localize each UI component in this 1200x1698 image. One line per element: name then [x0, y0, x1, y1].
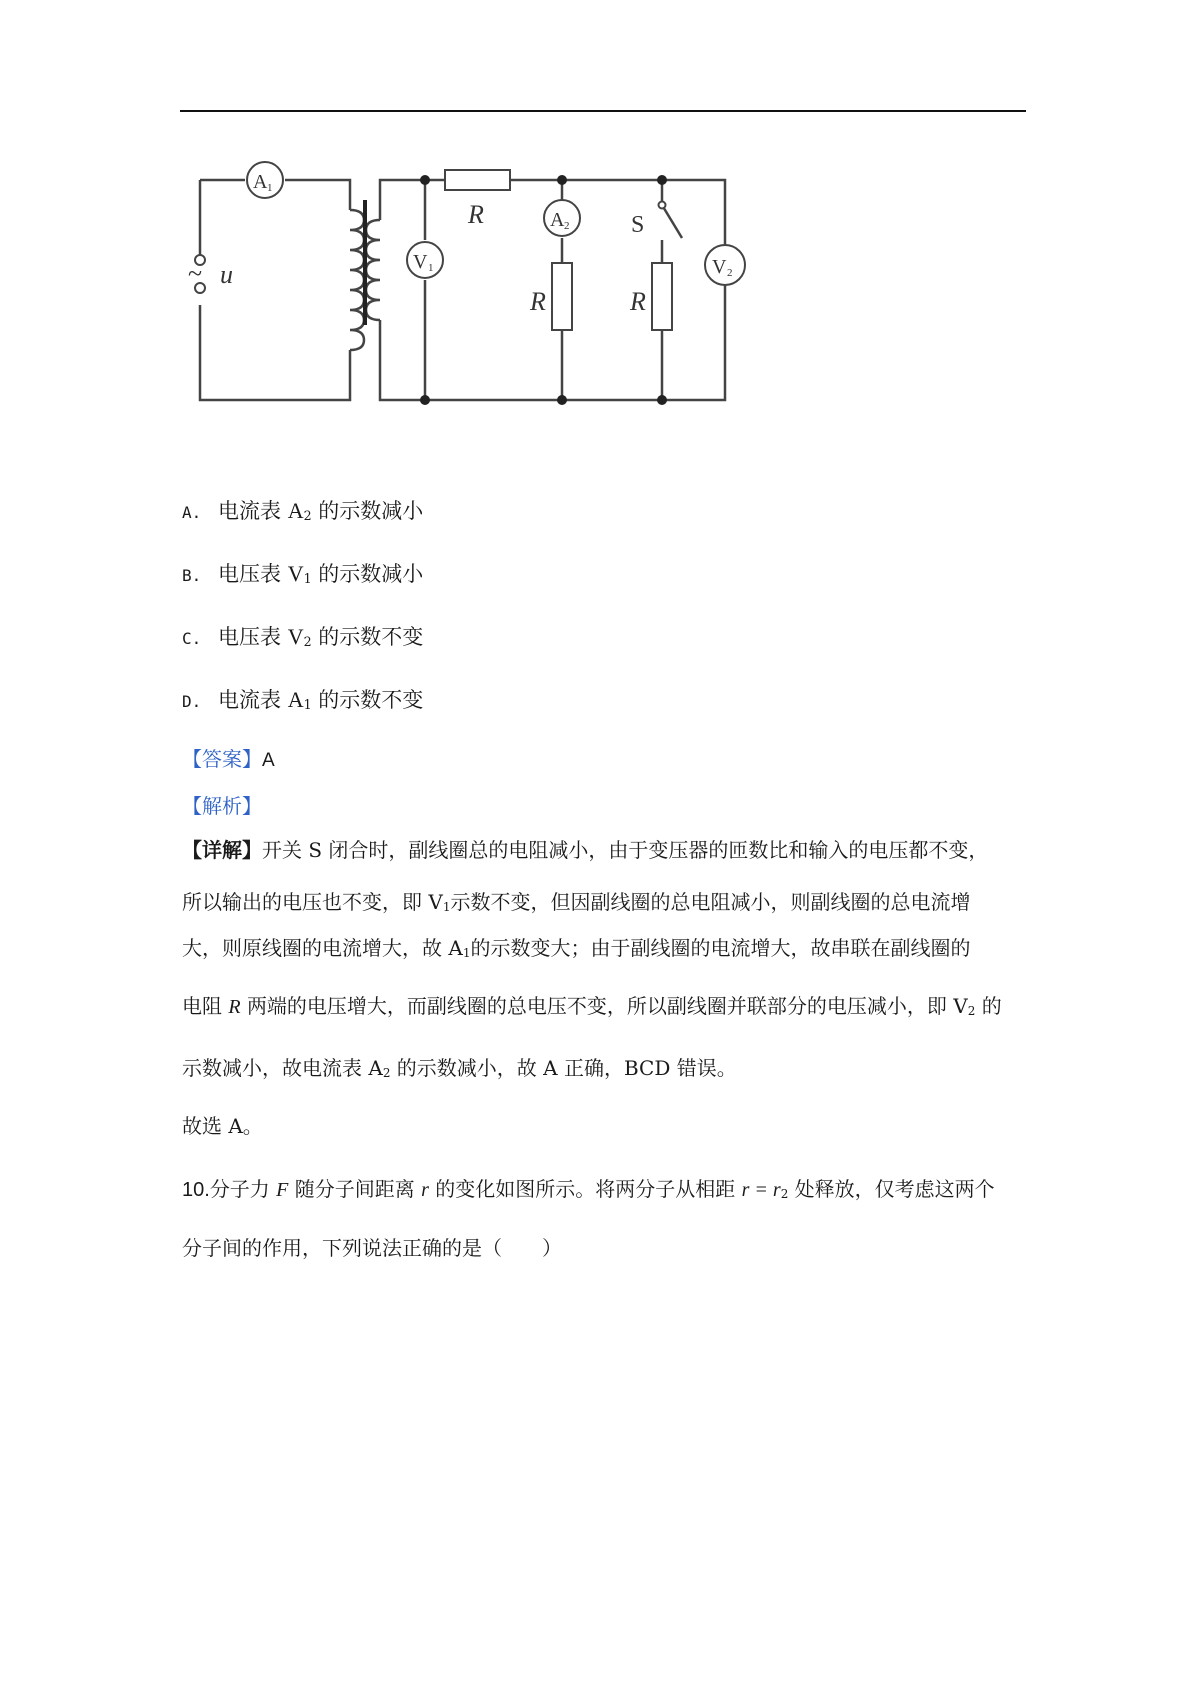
ammeter-a1-label: A [253, 171, 268, 193]
primary-bottom-wire [200, 305, 350, 400]
option-a: A. 电流表 $A_2$ 的示数减小 [182, 498, 424, 523]
switch-s [662, 205, 682, 238]
resistor-mid-label: R [530, 287, 546, 316]
primary-top-right-wire [285, 180, 350, 210]
detail-line-1: 【详解】开关 S 闭合时，副线圈总的电阻减小，由于变压器的匝数比和输入的电压都不变， [182, 838, 989, 862]
question-10-line-2: 分子间的作用，下列说法正确的是（ ） [182, 1236, 562, 1260]
detail-line-4: 电阻 R 两端的电压增大，而副线圈的总电压不变，所以副线圈并联部分的电压减小，即 $V_2$ 的 [182, 994, 1002, 1018]
resistor-right-label: R [630, 287, 646, 316]
answer-value: A [262, 750, 275, 771]
bottom-rail [425, 285, 725, 400]
source-symbol: ~ [188, 259, 203, 288]
detail-line-2: 所以输出的电压也不变，即 $V_1$示数不变，但因副线圈的总电阻减小，则副线圈的总电流增 [182, 890, 971, 914]
header-rule [180, 110, 1026, 112]
source-label: u [220, 260, 233, 289]
analysis-label: 【解析】 [182, 794, 262, 818]
conclusion: 故选 A。 [182, 1114, 263, 1138]
option-c: C. 电压表 $V_2$ 的示数不变 [182, 624, 424, 649]
resistor-mid [552, 263, 572, 330]
switch-s-label: S [631, 212, 645, 238]
resistor-series [445, 170, 510, 190]
svg-text:1: 1 [267, 182, 273, 194]
primary-coil [350, 210, 364, 350]
answer-line: 【答案】A [182, 747, 275, 771]
secondary-coil [366, 220, 380, 320]
detail-line-3: 大，则原线圈的电流增大，故 $A_1$的示数变大；由于副线圈的电流增大，故串联在副线圈的 [182, 936, 971, 960]
transformer-circuit-diagram [190, 160, 790, 410]
voltmeter-v1-label: V [413, 251, 428, 273]
option-d: D. 电流表 $A_1$ 的示数不变 [182, 687, 424, 712]
ammeter-a2-label: A [550, 209, 565, 231]
resistor-right [652, 263, 672, 330]
resistor-series-label: R [468, 200, 484, 229]
question-10-line-1: 10.分子力 F 随分子间距离 r 的变化如图所示。将两分子从相距 $r = r_2$ 处释放，仅考虑这两个 [182, 1177, 995, 1201]
svg-text:2: 2 [564, 220, 570, 232]
option-b: B. 电压表 $V_1$ 的示数减小 [182, 561, 424, 586]
secondary-bottom-wire-left [380, 320, 425, 400]
voltmeter-v2-label: V [712, 256, 727, 278]
svg-text:2: 2 [727, 267, 733, 279]
top-rail [510, 180, 725, 245]
secondary-top-wire-left [380, 180, 425, 220]
svg-text:1: 1 [428, 262, 434, 274]
detail-line-5: 示数减小，故电流表 $A_2$ 的示数减小，故 A 正确，BCD 错误。 [182, 1056, 737, 1080]
